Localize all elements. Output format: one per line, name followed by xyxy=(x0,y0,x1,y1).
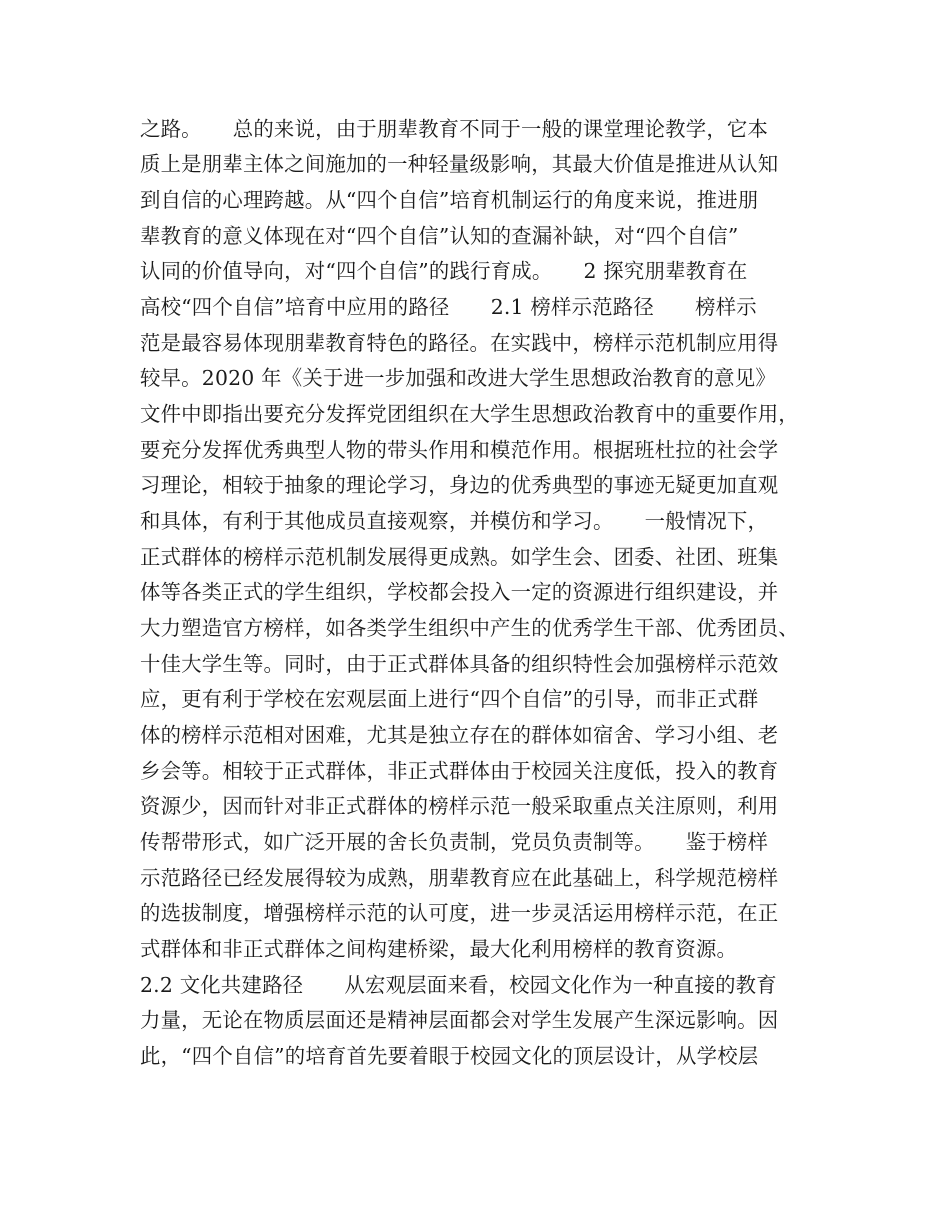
text-line: 范是最容易体现朋辈教育特色的路径。在实践中，榜样示范机制应用得 xyxy=(140,331,779,355)
text-line: 辈教育的意义体现在对“四个自信”认知的查漏补缺，对“四个自信” xyxy=(140,224,739,248)
text-line: 乡会等。相较于正式群体，非正式群体由于校园关注度低，投入的教育 xyxy=(140,759,779,783)
text-line: 2.2 文化共建路径 从宏观层面来看，校园文化作为一种直接的教育 xyxy=(140,973,777,997)
text-line: 应，更有利于学校在宏观层面上进行“四个自信”的引导，而非正式群 xyxy=(140,687,759,711)
text-line: 此，“四个自信”的培育首先要着眼于校园文化的顶层设计，从学校层 xyxy=(140,1044,759,1068)
text-line: 大力塑造官方榜样，如各类学生组织中产生的优秀学生干部、优秀团员、 xyxy=(140,616,799,640)
text-line: 到自信的心理跨越。从“四个自信”培育机制运行的角度来说，推进朋 xyxy=(140,188,759,212)
text-line: 体等各类正式的学生组织，学校都会投入一定的资源进行组织建设，并 xyxy=(140,580,779,604)
text-line: 资源少，因而针对非正式群体的榜样示范一般采取重点关注原则，利用 xyxy=(140,794,779,818)
text-line: 高校“四个自信”培育中应用的路径 2.1 榜样示范路径 榜样示 xyxy=(140,295,757,319)
text-line: 要充分发挥优秀典型人物的带头作用和模范作用。根据班杜拉的社会学 xyxy=(140,438,779,462)
text-line: 和具体，有利于其他成员直接观察，并模仿和学习。 一般情况下， xyxy=(140,509,769,533)
text-line: 之路。 总的来说，由于朋辈教育不同于一般的课堂理论教学，它本 xyxy=(140,117,769,141)
text-line: 文件中即指出要充分发挥党团组织在大学生思想政治教育中的重要作用， xyxy=(140,402,799,426)
text-line: 认同的价值导向，对“四个自信”的践行育成。 2 探究朋辈教育在 xyxy=(140,259,748,283)
text-line: 正式群体的榜样示范机制发展得更成熟。如学生会、团委、社团、班集 xyxy=(140,545,779,569)
text-line: 十佳大学生等。同时，由于正式群体具备的组织特性会加强榜样示范效 xyxy=(140,652,779,676)
text-line: 体的榜样示范相对困难，尤其是独立存在的群体如宿舍、学习小组、老 xyxy=(140,723,779,747)
text-line: 力量，无论在物质层面还是精神层面都会对学生发展产生深远影响。因 xyxy=(140,1008,779,1032)
text-line: 较早。2020 年《关于进一步加强和改进大学生思想政治教育的意见》 xyxy=(140,366,776,390)
text-line: 式群体和非正式群体之间构建桥梁，最大化利用榜样的教育资源。 xyxy=(140,937,738,961)
text-line: 传帮带形式，如广泛开展的舍长负责制，党员负责制等。 鉴于榜样 xyxy=(140,830,769,854)
text-line: 示范路径已经发展得较为成熟，朋辈教育应在此基础上，科学规范榜样 xyxy=(140,866,779,890)
text-line: 习理论，相较于抽象的理论学习，身边的优秀典型的事迹无疑更加直观 xyxy=(140,473,779,497)
text-line: 质上是朋辈主体之间施加的一种轻量级影响，其最大价值是推进从认知 xyxy=(140,152,779,176)
text-line: 的选拔制度，增强榜样示范的认可度，进一步灵活运用榜样示范，在正 xyxy=(140,901,779,925)
